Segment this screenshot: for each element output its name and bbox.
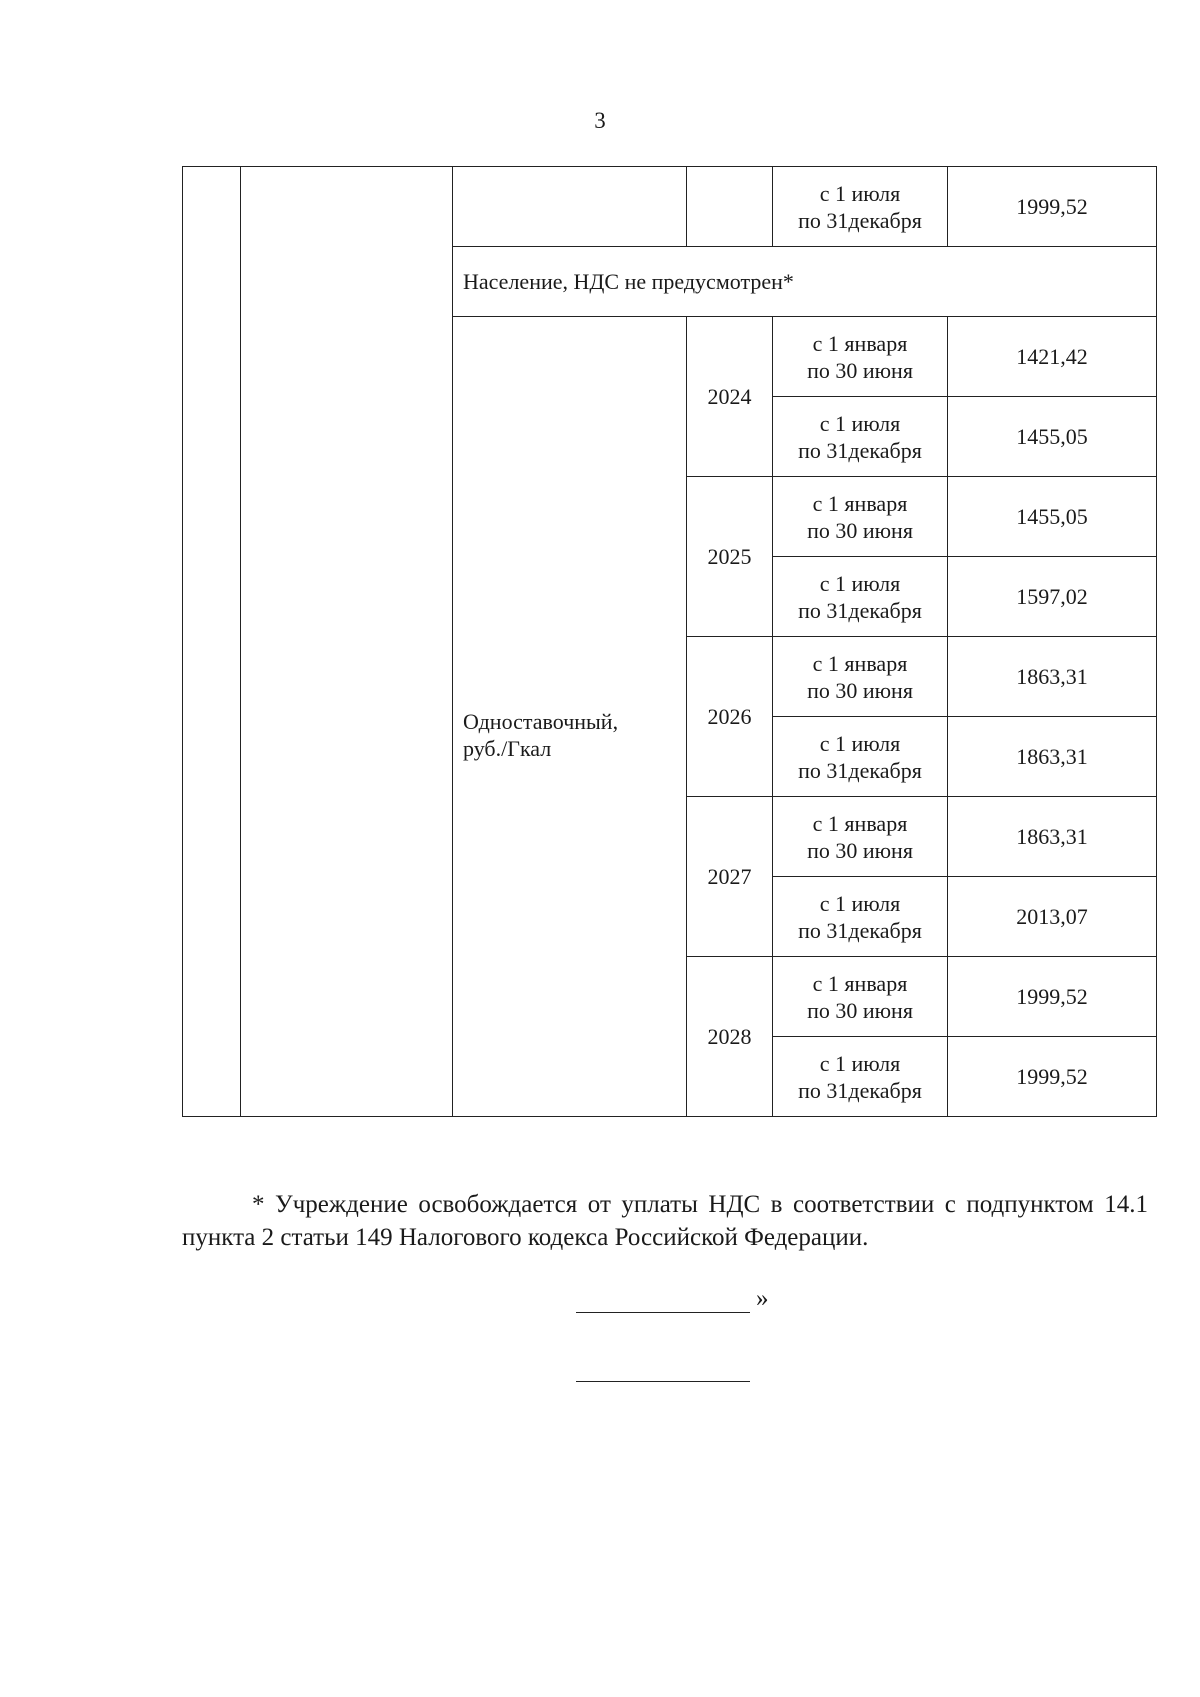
tariff-type-cell (453, 317, 687, 1117)
period-start: с 1 июля (819, 180, 901, 206)
period-cell (773, 1037, 948, 1117)
empty-column-2 (241, 167, 453, 1117)
period-end: по 31декабря (798, 207, 922, 233)
period-end: по 30 июня (807, 997, 913, 1023)
period-start: с 1 июля (819, 570, 901, 596)
period-cell (773, 957, 948, 1037)
year-cell: 2025 (687, 477, 773, 637)
value-cell: 1863,31 (948, 637, 1157, 717)
value-cell: 2013,07 (948, 877, 1157, 957)
period-end: по 31декабря (798, 757, 922, 783)
tariff-type-line-1: Одноставочный, (463, 708, 619, 734)
period-end: по 30 июня (807, 677, 913, 703)
empty-year-cell (687, 167, 773, 247)
empty-tariff-cell (453, 167, 687, 247)
period-end: по 31декабря (798, 597, 922, 623)
year-cell: 2026 (687, 637, 773, 797)
value-cell: 1455,05 (948, 397, 1157, 477)
period-cell (773, 877, 948, 957)
category-label: Население, НДС не предусмотрен* (453, 247, 1157, 317)
period-end: по 31декабря (798, 1077, 922, 1103)
value-cell: 1999,52 (948, 167, 1157, 247)
period-start: с 1 января (812, 970, 908, 996)
period-end: по 31декабря (798, 437, 922, 463)
period-cell (773, 637, 948, 717)
table-row (183, 167, 1157, 247)
period-end: по 30 июня (807, 837, 913, 863)
period-start: с 1 января (812, 650, 908, 676)
period-cell (773, 477, 948, 557)
value-cell: 1421,42 (948, 317, 1157, 397)
value-cell: 1999,52 (948, 957, 1157, 1037)
period-end: по 30 июня (807, 357, 913, 383)
year-cell: 2024 (687, 317, 773, 477)
period-start: с 1 января (812, 810, 908, 836)
tariff-type-line-2: руб./Гкал (463, 735, 552, 761)
period-cell (773, 717, 948, 797)
period-start: с 1 июля (819, 410, 901, 436)
period-cell (773, 397, 948, 477)
page-number: 3 (594, 108, 606, 133)
period-start: с 1 января (812, 330, 908, 356)
period-start: с 1 июля (819, 730, 901, 756)
empty-column-1 (183, 167, 241, 1117)
footnote: * Учреждение освобождается от уплаты НДС в соответствии с подпунктом 14.1 пункта 2 статьи 149 Налогового кодекса Российской Федерации. (182, 1191, 1148, 1251)
value-cell: 1999,52 (948, 1037, 1157, 1117)
period-start: с 1 июля (819, 890, 901, 916)
closing-underline-2 (576, 1379, 750, 1382)
period-start: с 1 июля (819, 1050, 901, 1076)
period-cell (773, 317, 948, 397)
period-cell (773, 797, 948, 877)
closing-underline-1 (576, 1298, 750, 1313)
period-end: по 31декабря (798, 917, 922, 943)
year-cell: 2028 (687, 957, 773, 1117)
tariff-table (182, 166, 1157, 1117)
value-cell: 1863,31 (948, 717, 1157, 797)
year-cell: 2027 (687, 797, 773, 957)
value-cell: 1597,02 (948, 557, 1157, 637)
period-end: по 30 июня (807, 517, 913, 543)
period-cell (773, 557, 948, 637)
value-cell: 1455,05 (948, 477, 1157, 557)
closing-quote: » (756, 1285, 769, 1312)
value-cell: 1863,31 (948, 797, 1157, 877)
period-start: с 1 января (812, 490, 908, 516)
period-cell (773, 167, 948, 247)
